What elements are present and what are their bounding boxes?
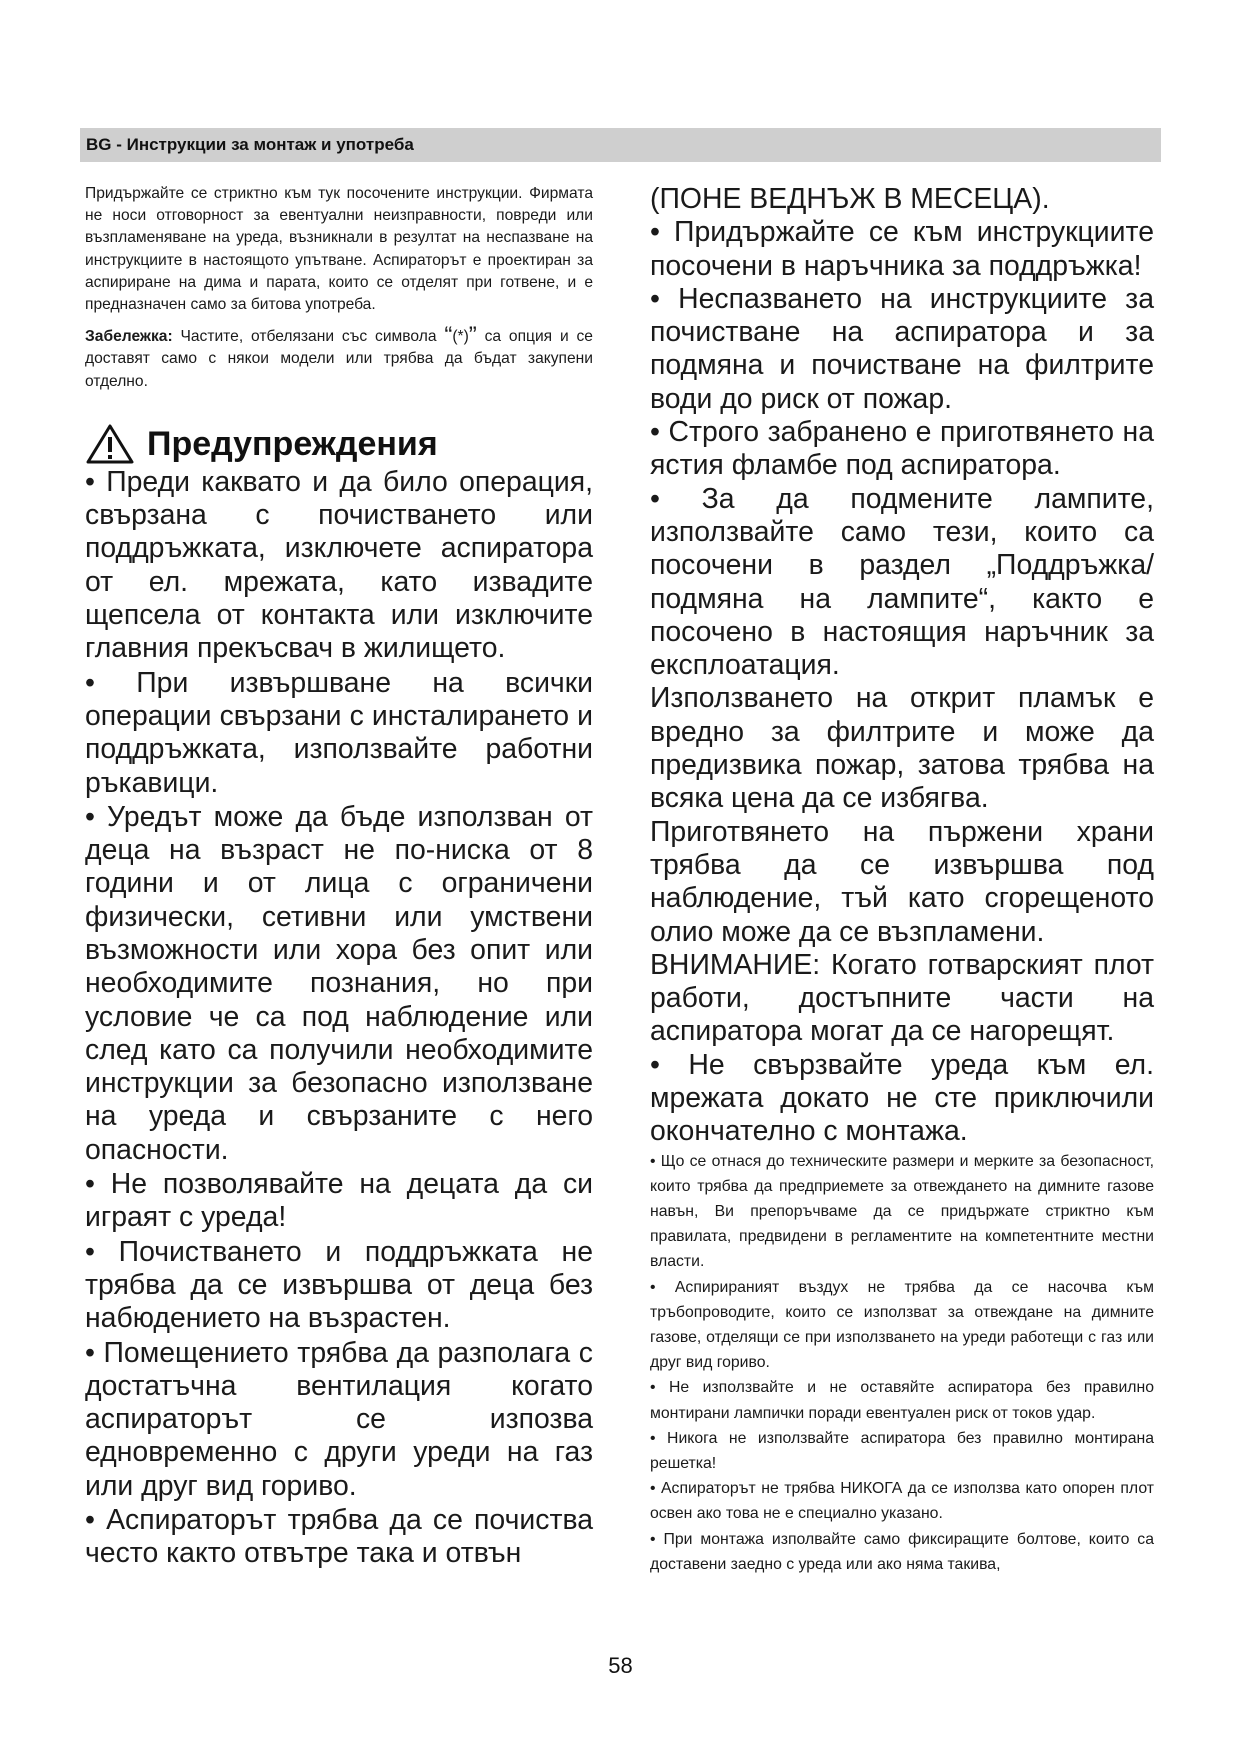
warning-item: • За да подмените лампите, използвайте само тези, които са посочени в раздел „Поддръжка/подмяна на лампите“, както е посочено в настоящия наръчник за експлоатация. — [650, 482, 1154, 682]
warning-item: • Уредът може да бъде използван от деца на възраст не по-ниска от 8 години и от лица с ограничени физически, сетивни или умствени възможности или хора без опит или необходимите познания, но при условие че са под наблюдение или след като са получили необходимите инструкции за безопасно използване на уреда и свързаните с него опасности. — [85, 800, 593, 1166]
warning-small-item: • При монтажа изполвайте само фиксиращите болтове, които са доставени заедно с уреда или ако няма такива, — [650, 1530, 1154, 1573]
note-text-1: Частите, отбелязани със символа — [180, 328, 437, 346]
warning-small-item: • Никога не използвайте аспиратора без правилно монтирана решетка! — [650, 1429, 1154, 1473]
warning-item: (ПОНЕ ВЕДНЪЖ В МЕСЕЦА). — [650, 183, 1050, 215]
warning-item: • При извършване на всички операции свързани с инсталирането и поддръжката, използвайте работни ръкавици. — [85, 666, 593, 799]
note-symbol: (*) — [452, 328, 469, 346]
warning-item: Използването на открит пламък е вредно за филтрите и може да предизвика пожар, затова трябва на всяка цена да се избягва. — [650, 682, 1154, 815]
warning-small-item: • Аспираторът не трябва НИКОГА да се използва като опорен плот освен ако това не е специално указано. — [650, 1480, 1154, 1523]
warning-small-item: • Аспирираният въздух не трябва да се насочва към тръбопроводите, които се използват за отвеждане на димните газове, отделящи се при използването на уреди работещи с газ или друг вид гориво. — [650, 1278, 1154, 1372]
warning-triangle-icon — [85, 423, 135, 465]
warning-small-item: • Що се отнася до техническите размери и мерките за безопасност, които трябва да предприемете за отвеждането на димните газове навън, Ви препоръчваме да се придържате стриктно към правилата, предвидени в регламентите на компетентните местни власти. — [650, 1152, 1154, 1271]
warning-item: • Помещението трябва да разполага с достатъчна вентилация когато аспираторът се изпозва едновременно с други уреди на газ или друг вид гориво. — [85, 1336, 593, 1502]
page-number: 58 — [608, 1653, 633, 1678]
warning-item: Приготвянето на пържени храни трябва да се извършва под наблюдение, тъй като сгорещеното олио може да се възпламени. — [650, 815, 1154, 948]
warning-item: ВНИМАНИЕ: Когато готварският плот работи, достъпните части на аспиратора могат да се нагорещят. — [650, 948, 1154, 1048]
section-header — [80, 128, 1161, 162]
warning-item: • Преди каквато и да било операция, свързана с почистването или поддръжката, изключете аспиратора от ел. мрежата, като извадите щепсела от контакта или изключите главния прекъсвач в жилището. — [85, 465, 593, 665]
left-column — [85, 183, 593, 1571]
warning-item: • Не свързвайте уреда към ел. мрежата докато не сте приключили окончателно с монтажа. — [650, 1048, 1154, 1148]
intro-paragraph: Придържайте се стриктно към тук посочените инструкции. Фирмата не носи отговорност за евентуални неизправности, повреди или възпламеняване на уреда, възникнали в резултат на неспазване на инструкциите в настоящото упътване. Аспираторът е проектиран за аспириране на дима и парата, които се отделят при готвене, и е предназначен само за битова употреба. — [85, 185, 593, 314]
warning-item: • Не позволявайте на децата да си играят с уреда! — [85, 1168, 593, 1234]
warning-item: • Придържайте се към инструкциите посочени в наръчника за поддръжка! — [650, 216, 1154, 282]
warnings-heading — [85, 423, 593, 465]
warning-item: • Почистването и поддръжката не трябва да се извършва от деца без набюдението на възрастен. — [85, 1235, 593, 1335]
section-header-title: BG - Инструкции за монтаж и употреба — [86, 135, 414, 154]
warning-item: • Строго забранено е приготвянето на ястия фламбе под аспиратора. — [650, 416, 1154, 482]
right-column — [650, 183, 1154, 1577]
warnings-title: Предупреждения — [147, 424, 438, 463]
note-paragraph: Забележка: Частите, отбелязани със символа “(*)” са опция и се доставят само с някои модели или трябва да бъдат закупени отделно. — [85, 322, 593, 390]
note-label: Забележка: — [85, 328, 173, 346]
warning-small-item: • Не използвайте и не оставяйте аспиратора без правилно монтирани лампички поради евентуален риск от токов удар. — [650, 1379, 1154, 1422]
note-text-2: са опция и се доставят само с някои модели или трябва да бъдат закупени отделно. — [85, 328, 593, 390]
warning-item: • Аспираторът трябва да се почиства често както отвътре така и отвън — [85, 1504, 593, 1570]
warning-item: • Неспазването на инструкциите за почистване на аспиратора и за подмяна и почистване на филтрите води до риск от пожар. — [650, 282, 1154, 415]
